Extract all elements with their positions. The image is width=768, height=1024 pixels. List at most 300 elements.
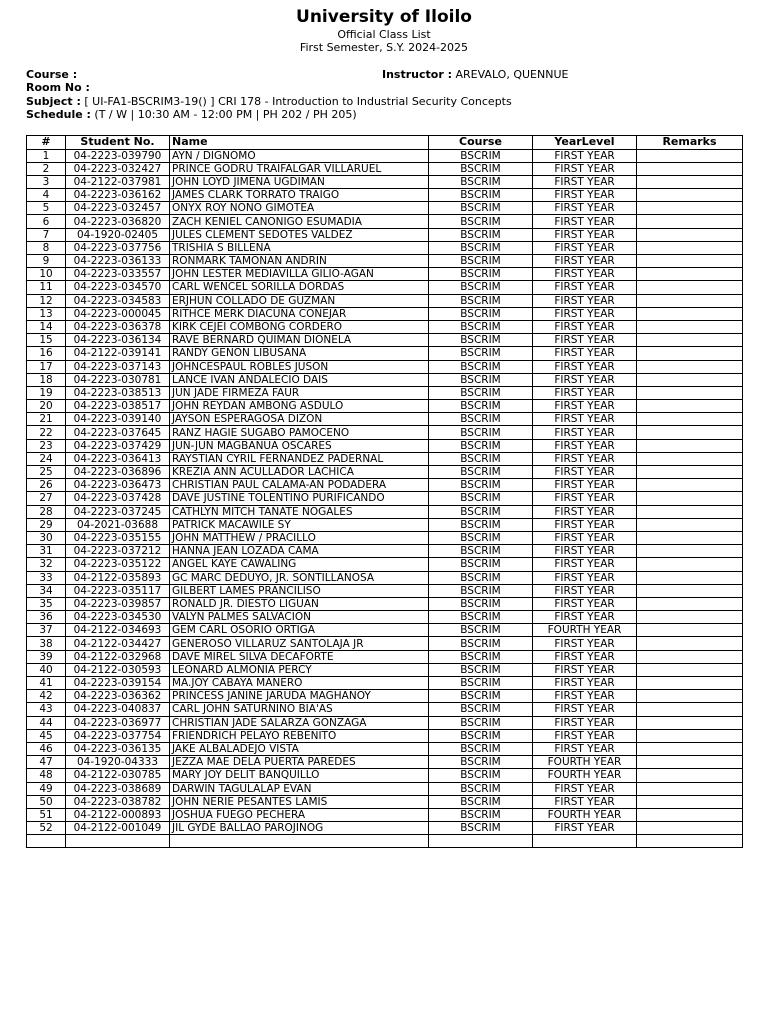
remarks-cell	[637, 162, 743, 175]
year-level-cell: FIRST YEAR	[533, 189, 637, 202]
table-row	[27, 189, 743, 202]
table-row	[27, 347, 743, 360]
student-number-cell: 04-2223-039154	[66, 677, 170, 690]
student-number-cell: 04-2122-030593	[66, 663, 170, 676]
year-level-cell: FIRST YEAR	[533, 611, 637, 624]
year-level-cell: FIRST YEAR	[533, 175, 637, 188]
row-number-cell: 49	[27, 782, 66, 795]
student-name-cell: JAKE ALBALADEJO VISTA	[170, 742, 429, 755]
year-level-cell: FIRST YEAR	[533, 162, 637, 175]
table-row	[27, 175, 743, 188]
student-name-cell: KREZIA ANN ACULLADOR LACHICA	[170, 466, 429, 479]
table-row	[27, 281, 743, 294]
remarks-cell	[637, 703, 743, 716]
remarks-cell	[637, 597, 743, 610]
course-cell: BSCRIM	[429, 584, 533, 597]
student-number-cell: 04-2223-039790	[66, 149, 170, 162]
row-number-cell: 30	[27, 531, 66, 544]
student-number-cell: 04-2223-034570	[66, 281, 170, 294]
course-cell: BSCRIM	[429, 597, 533, 610]
remarks-cell	[637, 426, 743, 439]
year-level-cell: FIRST YEAR	[533, 782, 637, 795]
student-name-cell: CHRISTIAN PAUL CALAMA-AN PODADERA	[170, 479, 429, 492]
student-name-cell: RAYSTIAN CYRIL FERNANDEZ PADERNAL	[170, 452, 429, 465]
remarks-cell	[637, 307, 743, 320]
student-name-cell: CHRISTIAN JADE SALARZA GONZAGA	[170, 716, 429, 729]
table-header-row	[27, 136, 743, 150]
student-name-cell: VALYN PALMES SALVACION	[170, 611, 429, 624]
table-row	[27, 294, 743, 307]
instructor-field	[382, 68, 568, 81]
remarks-cell	[637, 373, 743, 386]
student-number-cell: 04-2122-030785	[66, 769, 170, 782]
table-row	[27, 756, 743, 769]
table-row	[27, 663, 743, 676]
student-name-cell: JUN-JUN MAGBANUA OSCARES	[170, 439, 429, 452]
table-row	[27, 716, 743, 729]
table-row	[27, 360, 743, 373]
row-number-cell: 6	[27, 215, 66, 228]
row-number-cell: 50	[27, 795, 66, 808]
table-row	[27, 492, 743, 505]
year-level-cell: FIRST YEAR	[533, 822, 637, 835]
course-cell: BSCRIM	[429, 756, 533, 769]
table-row	[27, 307, 743, 320]
schedule-label: Schedule :	[26, 107, 91, 121]
student-name-cell: LANCE IVAN ANDALECIO DAIS	[170, 373, 429, 386]
student-name-cell: RANZ HAGIE SUGABO PAMOCENO	[170, 426, 429, 439]
column-header-course: Course	[429, 136, 533, 150]
row-number-cell: 44	[27, 716, 66, 729]
row-number-cell: 46	[27, 742, 66, 755]
year-level-cell: FIRST YEAR	[533, 650, 637, 663]
year-level-cell: FIRST YEAR	[533, 307, 637, 320]
student-number-cell: 04-2223-035122	[66, 558, 170, 571]
course-cell: BSCRIM	[429, 307, 533, 320]
student-number-cell: 04-2223-037143	[66, 360, 170, 373]
remarks-cell	[637, 452, 743, 465]
student-number-cell: 04-2223-036378	[66, 320, 170, 333]
course-cell: BSCRIM	[429, 241, 533, 254]
row-number-cell: 25	[27, 466, 66, 479]
year-level-cell: FIRST YEAR	[533, 452, 637, 465]
remarks-cell	[637, 228, 743, 241]
course-cell: BSCRIM	[429, 505, 533, 518]
table-row	[27, 268, 743, 281]
table-row	[27, 413, 743, 426]
course-cell: BSCRIM	[429, 386, 533, 399]
course-cell: BSCRIM	[429, 545, 533, 558]
remarks-cell	[637, 545, 743, 558]
table-row	[27, 545, 743, 558]
student-number-cell: 04-2223-040837	[66, 703, 170, 716]
semester-label: First Semester, S.Y. 2024-2025	[299, 41, 469, 54]
row-number-cell: 9	[27, 255, 66, 268]
row-number-cell: 34	[27, 584, 66, 597]
student-name-cell: GILBERT LAMES PRANCILISO	[170, 584, 429, 597]
table-row	[27, 149, 743, 162]
course-cell: BSCRIM	[429, 202, 533, 215]
remarks-cell	[637, 808, 743, 821]
row-number-cell: 13	[27, 307, 66, 320]
table-row	[27, 835, 743, 848]
table-row	[27, 584, 743, 597]
student-number-cell: 04-2223-034583	[66, 294, 170, 307]
table-row	[27, 386, 743, 399]
student-name-cell: HANNA JEAN LOZADA CAMA	[170, 545, 429, 558]
student-number-cell: 04-2223-038689	[66, 782, 170, 795]
course-cell: BSCRIM	[429, 162, 533, 175]
remarks-cell	[637, 584, 743, 597]
remarks-cell	[637, 189, 743, 202]
student-number-cell: 04-2223-036473	[66, 479, 170, 492]
year-level-cell: FIRST YEAR	[533, 149, 637, 162]
course-label: Course :	[26, 68, 78, 81]
student-name-cell: ERJHUN COLLADO DE GUZMAN	[170, 294, 429, 307]
student-name-cell: RONALD JR. DIESTO LIGUAN	[170, 597, 429, 610]
student-number-cell: 04-2223-037245	[66, 505, 170, 518]
remarks-cell	[637, 215, 743, 228]
subject-label: Subject :	[26, 94, 81, 108]
student-number-cell	[66, 835, 170, 848]
row-number-cell: 42	[27, 690, 66, 703]
column-header-name: Name	[170, 136, 429, 150]
row-number-cell: 51	[27, 808, 66, 821]
room-row	[26, 81, 742, 94]
table-row	[27, 597, 743, 610]
student-number-cell: 04-2223-034530	[66, 611, 170, 624]
row-number-cell: 52	[27, 822, 66, 835]
year-level-cell: FIRST YEAR	[533, 505, 637, 518]
row-number-cell: 7	[27, 228, 66, 241]
remarks-cell	[637, 505, 743, 518]
row-number-cell: 35	[27, 597, 66, 610]
student-name-cell: DAVE MIREL SILVA DECAFORTE	[170, 650, 429, 663]
table-row	[27, 808, 743, 821]
table-row	[27, 637, 743, 650]
remarks-cell	[637, 663, 743, 676]
remarks-cell	[637, 492, 743, 505]
student-name-cell: FRIENDRICH PELAYO REBENITO	[170, 729, 429, 742]
table-row	[27, 782, 743, 795]
row-number-cell: 43	[27, 703, 66, 716]
table-row	[27, 452, 743, 465]
student-name-cell: RONMARK TAMONAN ANDRIN	[170, 255, 429, 268]
student-number-cell: 04-2223-036162	[66, 189, 170, 202]
row-number-cell: 40	[27, 663, 66, 676]
course-cell: BSCRIM	[429, 294, 533, 307]
student-number-cell: 04-2223-036133	[66, 255, 170, 268]
course-cell: BSCRIM	[429, 637, 533, 650]
row-number-cell: 3	[27, 175, 66, 188]
course-cell: BSCRIM	[429, 663, 533, 676]
row-number-cell: 45	[27, 729, 66, 742]
table-row	[27, 677, 743, 690]
table-row	[27, 558, 743, 571]
year-level-cell: FIRST YEAR	[533, 716, 637, 729]
row-number-cell: 47	[27, 756, 66, 769]
student-number-cell: 04-2223-036820	[66, 215, 170, 228]
course-cell: BSCRIM	[429, 782, 533, 795]
row-number-cell: 15	[27, 334, 66, 347]
remarks-cell	[637, 637, 743, 650]
table-row	[27, 373, 743, 386]
student-number-cell: 04-2122-032968	[66, 650, 170, 663]
student-number-cell: 04-2223-030781	[66, 373, 170, 386]
year-level-cell: FIRST YEAR	[533, 360, 637, 373]
document-header	[0, 0, 768, 54]
course-cell: BSCRIM	[429, 373, 533, 386]
course-cell: BSCRIM	[429, 729, 533, 742]
year-level-cell: FIRST YEAR	[533, 518, 637, 531]
remarks-cell	[637, 175, 743, 188]
subject-value: [ UI-FA1-BSCRIM3-19() ] CRI 178 - Introduction to Industrial Security Concepts	[84, 94, 512, 108]
year-level-cell: FIRST YEAR	[533, 479, 637, 492]
roster-body	[27, 149, 743, 848]
course-cell: BSCRIM	[429, 347, 533, 360]
row-number-cell: 21	[27, 413, 66, 426]
table-row	[27, 531, 743, 544]
remarks-cell	[637, 571, 743, 584]
remarks-cell	[637, 822, 743, 835]
row-number-cell: 26	[27, 479, 66, 492]
remarks-cell	[637, 558, 743, 571]
table-row	[27, 439, 743, 452]
table-row	[27, 215, 743, 228]
year-level-cell: FIRST YEAR	[533, 413, 637, 426]
student-roster-table	[26, 135, 743, 848]
remarks-cell	[637, 241, 743, 254]
remarks-cell	[637, 650, 743, 663]
room-label: Room No :	[26, 81, 90, 95]
year-level-cell: FIRST YEAR	[533, 492, 637, 505]
row-number-cell: 1	[27, 149, 66, 162]
student-number-cell: 04-2223-036413	[66, 452, 170, 465]
row-number-cell: 38	[27, 637, 66, 650]
year-level-cell: FIRST YEAR	[533, 281, 637, 294]
column-header-remarks: Remarks	[637, 136, 743, 150]
course-cell: BSCRIM	[429, 175, 533, 188]
course-cell: BSCRIM	[429, 426, 533, 439]
remarks-cell	[637, 202, 743, 215]
course-cell: BSCRIM	[429, 215, 533, 228]
year-level-cell: FIRST YEAR	[533, 228, 637, 241]
year-level-cell: FIRST YEAR	[533, 268, 637, 281]
student-number-cell: 04-2223-039140	[66, 413, 170, 426]
student-number-cell: 04-2223-037645	[66, 426, 170, 439]
row-number-cell: 4	[27, 189, 66, 202]
table-row	[27, 703, 743, 716]
remarks-cell	[637, 439, 743, 452]
university-name: University of Iloilo	[296, 7, 472, 27]
course-cell: BSCRIM	[429, 690, 533, 703]
column-header-year-level: YearLevel	[533, 136, 637, 150]
year-level-cell: FIRST YEAR	[533, 795, 637, 808]
subject-row	[26, 95, 742, 108]
table-row	[27, 334, 743, 347]
table-row	[27, 400, 743, 413]
year-level-cell: FIRST YEAR	[533, 439, 637, 452]
schedule-value: (T / W | 10:30 AM - 12:00 PM | PH 202 / PH 205)	[94, 107, 357, 121]
year-level-cell: FIRST YEAR	[533, 294, 637, 307]
student-name-cell: ANGEL KAYE CAWALING	[170, 558, 429, 571]
remarks-cell	[637, 320, 743, 333]
course-cell	[429, 835, 533, 848]
student-number-cell: 04-2122-001049	[66, 822, 170, 835]
remarks-cell	[637, 795, 743, 808]
remarks-cell	[637, 149, 743, 162]
course-cell: BSCRIM	[429, 677, 533, 690]
row-number-cell: 22	[27, 426, 66, 439]
table-row	[27, 479, 743, 492]
course-cell: BSCRIM	[429, 413, 533, 426]
table-row	[27, 228, 743, 241]
remarks-cell	[637, 677, 743, 690]
course-cell: BSCRIM	[429, 320, 533, 333]
table-row	[27, 611, 743, 624]
student-name-cell: CATHLYN MITCH TANATE NOGALES	[170, 505, 429, 518]
student-name-cell: PRINCESS JANINE JARUDA MAGHANOY	[170, 690, 429, 703]
row-number-cell: 10	[27, 268, 66, 281]
table-row	[27, 624, 743, 637]
row-number-cell: 19	[27, 386, 66, 399]
table-row	[27, 162, 743, 175]
course-cell: BSCRIM	[429, 360, 533, 373]
student-number-cell: 04-2122-000893	[66, 808, 170, 821]
year-level-cell	[533, 835, 637, 848]
row-number-cell: 11	[27, 281, 66, 294]
table-row	[27, 466, 743, 479]
remarks-cell	[637, 716, 743, 729]
student-number-cell: 04-2223-037754	[66, 729, 170, 742]
year-level-cell: FIRST YEAR	[533, 558, 637, 571]
student-number-cell: 04-2223-032427	[66, 162, 170, 175]
student-number-cell: 04-2223-035117	[66, 584, 170, 597]
remarks-cell	[637, 334, 743, 347]
row-number-cell: 32	[27, 558, 66, 571]
student-number-cell: 04-2223-032457	[66, 202, 170, 215]
column-header-student-no: Student No.	[66, 136, 170, 150]
row-number-cell: 14	[27, 320, 66, 333]
row-number-cell: 2	[27, 162, 66, 175]
course-cell: BSCRIM	[429, 558, 533, 571]
student-number-cell: 04-2223-038517	[66, 400, 170, 413]
student-name-cell	[170, 835, 429, 848]
year-level-cell: FOURTH YEAR	[533, 624, 637, 637]
remarks-cell	[637, 255, 743, 268]
year-level-cell: FIRST YEAR	[533, 466, 637, 479]
student-name-cell: LEONARD ALMONIA PERCY	[170, 663, 429, 676]
student-number-cell: 04-2122-035893	[66, 571, 170, 584]
course-cell: BSCRIM	[429, 452, 533, 465]
student-name-cell: RANDY GENON LIBUSANA	[170, 347, 429, 360]
year-level-cell: FIRST YEAR	[533, 334, 637, 347]
remarks-cell	[637, 400, 743, 413]
student-name-cell: JOHN NERIE PESANTES LAMIS	[170, 795, 429, 808]
row-number-cell: 31	[27, 545, 66, 558]
course-cell: BSCRIM	[429, 808, 533, 821]
year-level-cell: FIRST YEAR	[533, 663, 637, 676]
course-cell: BSCRIM	[429, 149, 533, 162]
course-cell: BSCRIM	[429, 518, 533, 531]
table-row	[27, 426, 743, 439]
student-name-cell: JOHN LESTER MEDIAVILLA GILIO-AGAN	[170, 268, 429, 281]
year-level-cell: FIRST YEAR	[533, 400, 637, 413]
table-row	[27, 795, 743, 808]
row-number-cell: 48	[27, 769, 66, 782]
row-number-cell: 24	[27, 452, 66, 465]
course-cell: BSCRIM	[429, 189, 533, 202]
year-level-cell: FIRST YEAR	[533, 742, 637, 755]
year-level-cell: FIRST YEAR	[533, 637, 637, 650]
remarks-cell	[637, 756, 743, 769]
list-title: Official Class List	[337, 28, 431, 41]
year-level-cell: FIRST YEAR	[533, 571, 637, 584]
student-number-cell: 04-2223-036362	[66, 690, 170, 703]
year-level-cell: FIRST YEAR	[533, 690, 637, 703]
instructor-label: Instructor :	[382, 68, 452, 81]
student-number-cell: 04-2223-033557	[66, 268, 170, 281]
student-number-cell: 04-2223-037212	[66, 545, 170, 558]
row-number-cell: 29	[27, 518, 66, 531]
course-cell: BSCRIM	[429, 466, 533, 479]
year-level-cell: FIRST YEAR	[533, 677, 637, 690]
course-cell: BSCRIM	[429, 611, 533, 624]
year-level-cell: FIRST YEAR	[533, 215, 637, 228]
student-name-cell: KIRK CEJEI COMBONG CORDERO	[170, 320, 429, 333]
course-cell: BSCRIM	[429, 268, 533, 281]
schedule-row	[26, 108, 742, 121]
row-number-cell: 37	[27, 624, 66, 637]
student-number-cell: 04-2122-037981	[66, 175, 170, 188]
row-number-cell: 33	[27, 571, 66, 584]
year-level-cell: FIRST YEAR	[533, 584, 637, 597]
student-number-cell: 04-2223-038513	[66, 386, 170, 399]
student-name-cell: GENEROSO VILLARUZ SANTOLAJA JR	[170, 637, 429, 650]
student-name-cell: TRISHIA S BILLENA	[170, 241, 429, 254]
row-number-cell: 8	[27, 241, 66, 254]
course-cell: BSCRIM	[429, 281, 533, 294]
remarks-cell	[637, 624, 743, 637]
student-name-cell: JEZZA MAE DELA PUERTA PAREDES	[170, 756, 429, 769]
remarks-cell	[637, 690, 743, 703]
student-name-cell: JOHN MATTHEW / PRACILLO	[170, 531, 429, 544]
course-cell: BSCRIM	[429, 255, 533, 268]
remarks-cell	[637, 835, 743, 848]
remarks-cell	[637, 729, 743, 742]
student-number-cell: 04-2223-035155	[66, 531, 170, 544]
year-level-cell: FIRST YEAR	[533, 320, 637, 333]
column-header-number: #	[27, 136, 66, 150]
course-cell: BSCRIM	[429, 334, 533, 347]
row-number-cell: 12	[27, 294, 66, 307]
student-name-cell: MARY JOY DELIT BANQUILLO	[170, 769, 429, 782]
student-name-cell: ZACH KENIEL CANONIGO ESUMADIA	[170, 215, 429, 228]
year-level-cell: FOURTH YEAR	[533, 808, 637, 821]
remarks-cell	[637, 360, 743, 373]
remarks-cell	[637, 268, 743, 281]
course-cell: BSCRIM	[429, 795, 533, 808]
year-level-cell: FIRST YEAR	[533, 347, 637, 360]
student-name-cell: JAMES CLARK TORRATO TRAIGO	[170, 189, 429, 202]
remarks-cell	[637, 518, 743, 531]
remarks-cell	[637, 281, 743, 294]
row-number-cell: 5	[27, 202, 66, 215]
remarks-cell	[637, 347, 743, 360]
year-level-cell: FIRST YEAR	[533, 703, 637, 716]
year-level-cell: FOURTH YEAR	[533, 769, 637, 782]
year-level-cell: FIRST YEAR	[533, 255, 637, 268]
